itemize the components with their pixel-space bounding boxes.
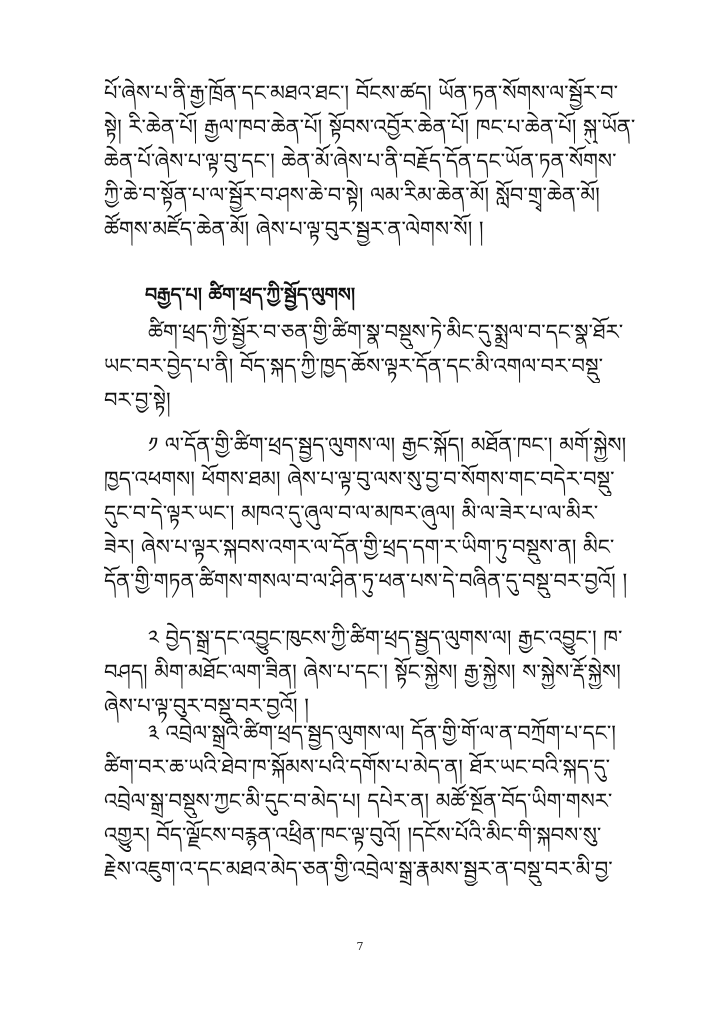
text-line: ༡ ལ་དོན་གྱི་ཚིག་ཕྲད་སྦྱད་ལུགས་ལ། རྒྱང་སྐོད། མཐོན་ཁང་། མགོ་སྐྱེས། bbox=[148, 433, 627, 457]
paragraph-intro bbox=[104, 76, 644, 246]
text-line: རྗེས་འཇུག་འ་དང་མཐའ་མེད་ཅན་གྱི་འབྲེལ་སྒྲ་རྣམས་སྦྱར་ན་བསྡུ་བར་མི་བྱ་ bbox=[104, 857, 613, 881]
section-heading: བརྒྱད་པ། ཚིག་ཕྲད་ཀྱི་སྦྱོད་ལུགས། bbox=[145, 284, 356, 306]
text-line: ཚིག་ཕྲད་ཀྱི་སྦྱོར་བ་ཅན་གྱི་ཚིག་སྣ་བསྡུས་ཏེ་མིང་དུ་སྨྲལ་བ་དང་སྣ་ཐོར་ bbox=[148, 320, 624, 344]
text-line: དུང་བ་དེ་ལྟར་ཡང་། མཁའ་དུ་ཞུལ་བ་ལ་མཁར་ཞུལ། མི་ལ་ཟེར་པ་ལ་མིར་ bbox=[104, 501, 599, 525]
text-line: འགྱུར། བོད་ལྗོངས་བརྙན་འཕྲིན་ཁང་ལྟ་བུའོ། །དངོས་པོའི་མིང་གི་སྐབས་སུ་ bbox=[104, 823, 602, 847]
text-line: ཁྱད་འཕགས། ཕོགས་ཐམ། ཞེས་པ་ལྟ་བུ་ལས་སུ་བྱ་བ་སོགས་གང་བདེར་བསྡུ་ bbox=[104, 467, 615, 491]
paragraph-point-1 bbox=[104, 428, 644, 598]
text-line: དོན་གྱི་གཏན་ཚིགས་གསལ་བ་ལ་ཤིན་ཏུ་ཕན་པས་དེ་བཞིན་དུ་བསྡུ་བར་བྱའོ། ། bbox=[104, 569, 628, 593]
paragraph-section-intro bbox=[104, 315, 644, 417]
text-line: པོ་ཞེས་པ་ནི་རྒྱ་ཁྲོན་དང་མཐའ་ཐང་། བོངས་ཚད། ཡོན་ཏན་སོགས་ལ་སྦྱོར་བ་ bbox=[104, 81, 619, 105]
text-line: ཆེན་པོ་ཞེས་པ་ལྟ་བུ་དང་། ཆེན་མོ་ཞེས་པ་ནི་བརྗོད་དོན་དང་ཡོན་ཏན་སོགས་ bbox=[104, 149, 617, 173]
paragraph-point-3 bbox=[104, 716, 644, 886]
text-line: ཚིག་བར་ཆ་ཡའི་ཐེབ་ཁ་སྐོམས་པའི་དགོས་པ་མེད་ན། ཐོར་ཡང་བའི་སྐད་དུ་ bbox=[104, 755, 610, 779]
text-line: ༢ བྱེད་སྒྲ་དང་འབྱུང་ཁུངས་ཀྱི་ཚིག་ཕྲད་སྦྱད་ལུགས་ལ། རྒྱང་འབྱུང་། ཁ་ bbox=[148, 626, 623, 650]
text-line: ཞེས་པ་ལྟ་བུར་བསྡུ་བར་བྱའོ། ། bbox=[104, 694, 309, 718]
text-line: ཚོགས་མཛོད་ཆེན་མོ། ཞེས་པ་ལྟ་བུར་སྦྱར་ན་ལེགས་སོ། ། bbox=[104, 217, 484, 241]
paragraph-point-2 bbox=[104, 621, 644, 723]
text-line: ཡང་བར་བྱེད་པ་ནི། བོད་སྐད་ཀྱི་ཁྱད་ཆོས་ལྟར་དོན་དང་མི་འགལ་བར་བསྡུ་ bbox=[104, 354, 603, 378]
text-line: བཤད། མིག་མཐོང་ལག་ཟིན། ཞེས་པ་དང་། སྟོང་སྐྱེས། རྒྱ་སྐྱེས། ས་སྐྱེས་རྡོ་སྐྱེས། bbox=[104, 660, 621, 684]
text-line: བར་བྱ་སྟེ། bbox=[104, 388, 171, 412]
text-line: ཀྱི་ཆེ་བ་སྟོན་པ་ལ་སྦྱོར་བ་ཤས་ཆེ་བ་སྟེ། ལམ་རིམ་ཆེན་མོ། སློབ་གྲྭ་ཆེན་མོ། bbox=[104, 183, 600, 207]
text-line: འབྲེལ་སྒྲ་བསྡུས་ཀྱང་མི་དུང་བ་མེད་པ། དཔེར་ན། མཚོ་སྔོན་བོད་ཡིག་གསར་ bbox=[104, 789, 613, 813]
text-line: སྟེ། རི་ཆེན་པོ། རྒྱལ་ཁབ་ཆེན་པོ། སྟོབས་འབྱོར་ཆེན་པོ། ཁང་པ་ཆེན་པོ། སྐུ་ཡོན་ bbox=[104, 115, 636, 139]
text-line: ༣ འབྲེལ་སྒྲའི་ཚིག་ཕྲད་སྦྱད་ལུགས་ལ། དོན་གྱི་གོ་ལ་ན་བཀྲོག་པ་དང་། bbox=[148, 721, 616, 745]
page-number: 7 bbox=[356, 940, 364, 953]
text-line: ཟེར། ཞེས་པ་ལྟར་སྐབས་འགར་ལ་དོན་གྱི་ཕྲད་དག་ར་ཡིག་ཏུ་བསྡུས་ན། མིང་ bbox=[104, 535, 615, 559]
